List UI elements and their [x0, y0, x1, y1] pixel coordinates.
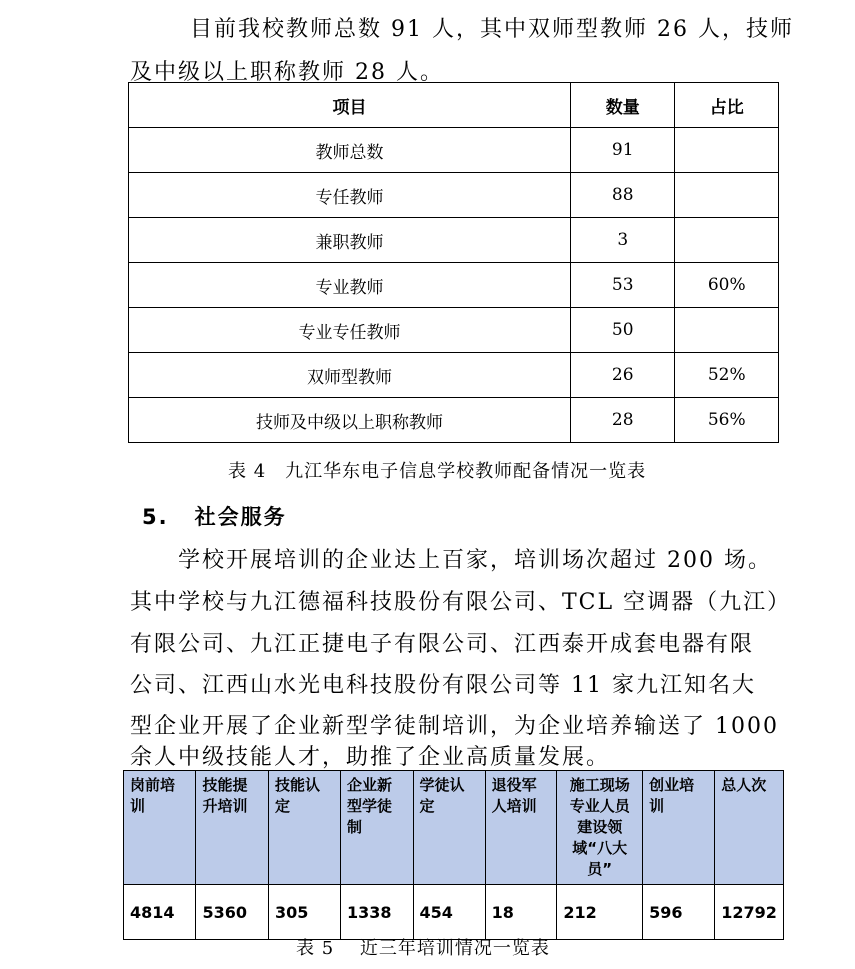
value-apprentice-certification: 454	[413, 885, 485, 940]
cell-count: 26	[571, 353, 675, 398]
header-skill-upgrade-training: 技能提升培训	[196, 771, 268, 885]
table5-caption: 表 5 近三年培训情况一览表	[296, 938, 550, 959]
value-pre-job-training: 4814	[124, 885, 196, 940]
value-total: 12792	[715, 885, 784, 940]
table-row	[129, 353, 779, 398]
header-pre-job-training: 岗前培训	[124, 771, 196, 885]
value-construction-eight-roles: 212	[557, 885, 643, 940]
table-row	[129, 308, 779, 353]
header-entrepreneurship-training: 创业培训	[643, 771, 715, 885]
table-header-row	[124, 771, 784, 885]
value-veteran-training: 18	[485, 885, 557, 940]
table4-caption: 表 4 九江华东电子信息学校教师配备情况一览表	[228, 461, 647, 482]
cell-count: 53	[571, 263, 675, 308]
cell-ratio: 52%	[675, 353, 779, 398]
table-row	[129, 263, 779, 308]
cell-item: 技师及中级以上职称教师	[129, 398, 571, 443]
teacher-staffing-table	[128, 82, 779, 443]
cell-ratio	[675, 173, 779, 218]
body-line-1: 学校开展培训的企业达上百家，培训场次超过 200 场。	[130, 548, 772, 573]
section-number: 5.	[142, 505, 169, 529]
section-heading	[142, 501, 287, 531]
body-line-2: 其中学校与九江德福科技股份有限公司、TCL 空调器（九江）	[130, 590, 792, 615]
cell-item: 专业专任教师	[129, 308, 571, 353]
header-veteran-training: 退役军人培训	[485, 771, 557, 885]
intro-line-2: 及中级以上职称教师 28 人。	[130, 60, 444, 85]
cell-item: 教师总数	[129, 128, 571, 173]
cell-item: 双师型教师	[129, 353, 571, 398]
value-skill-certification: 305	[268, 885, 340, 940]
section-title: 社会服务	[194, 505, 287, 529]
header-count: 数量	[571, 83, 675, 128]
intro-line-1: 目前我校教师总数 91 人，其中双师型教师 26 人，技师	[142, 17, 794, 42]
cell-ratio	[675, 308, 779, 353]
cell-count: 50	[571, 308, 675, 353]
header-construction-eight-roles: 施工现场专业人员建设领域“八大员”	[557, 771, 643, 885]
table-row	[129, 398, 779, 443]
cell-ratio: 56%	[675, 398, 779, 443]
cell-ratio: 60%	[675, 263, 779, 308]
body-line-4: 公司、江西山水光电科技股份有限公司等 11 家九江知名大	[130, 673, 756, 698]
value-entrepreneurship-training: 596	[643, 885, 715, 940]
cell-item: 专任教师	[129, 173, 571, 218]
header-ratio: 占比	[675, 83, 779, 128]
cell-ratio	[675, 218, 779, 263]
value-skill-upgrade-training: 5360	[196, 885, 268, 940]
cell-count: 91	[571, 128, 675, 173]
cell-count: 3	[571, 218, 675, 263]
table-row	[129, 173, 779, 218]
table-row	[129, 218, 779, 263]
table-row	[129, 128, 779, 173]
cell-count: 88	[571, 173, 675, 218]
cell-count: 28	[571, 398, 675, 443]
header-skill-certification: 技能认定	[268, 771, 340, 885]
header-new-apprenticeship: 企业新型学徒制	[341, 771, 413, 885]
body-line-6: 余人中级技能人才，助推了企业高质量发展。	[130, 745, 611, 770]
body-line-3: 有限公司、九江正捷电子有限公司、江西泰开成套电器有限	[130, 632, 755, 657]
header-item: 项目	[129, 83, 571, 128]
cell-ratio	[675, 128, 779, 173]
training-summary-table	[123, 770, 784, 940]
table-row	[124, 885, 784, 940]
value-new-apprenticeship: 1338	[341, 885, 413, 940]
cell-item: 专业教师	[129, 263, 571, 308]
header-total: 总人次	[715, 771, 784, 885]
cell-item: 兼职教师	[129, 218, 571, 263]
header-apprentice-certification: 学徒认定	[413, 771, 485, 885]
table-header-row	[129, 83, 779, 128]
body-line-5: 型企业开展了企业新型学徒制培训，为企业培养输送了 1000	[130, 714, 779, 739]
